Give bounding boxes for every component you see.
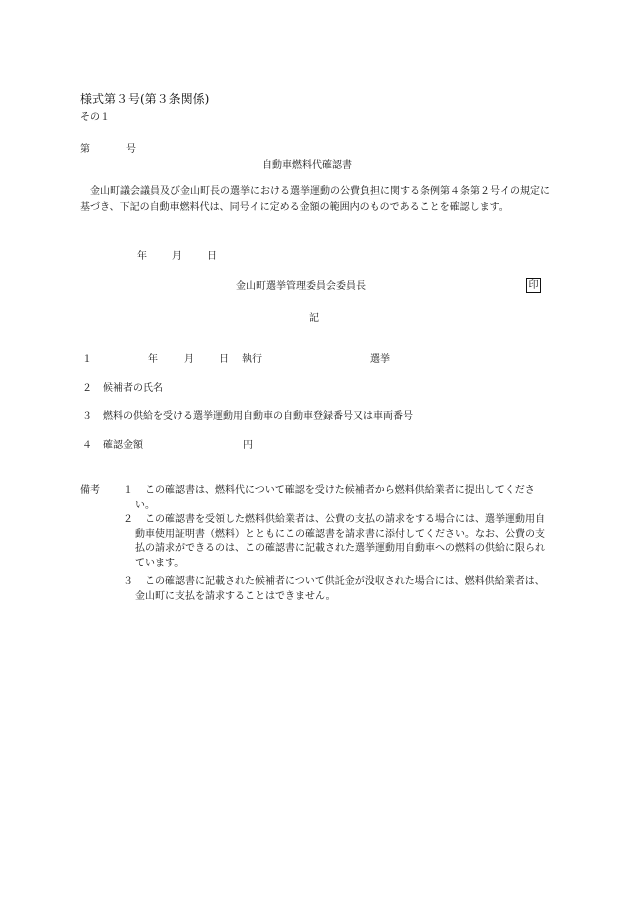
note1-number: １ — [123, 485, 133, 496]
item1-number: １ — [82, 354, 92, 365]
item3-label: 燃料の供給を受ける選挙運動用自動車の自動車登録番号又は車両番号 — [103, 411, 413, 422]
document-number-prefix: 第 — [80, 144, 90, 155]
note1-text: この確認書は、燃料代について確認を受けた候補者から燃料供給業者に提出してください。 — [135, 485, 535, 511]
note2-number: ２ — [123, 514, 133, 525]
form-number: 様式第３号(第３条関係) — [80, 92, 210, 106]
document-title: 自動車燃料代確認書 — [262, 160, 352, 171]
body-paragraph: 金山町議会議員及び金山町長の選挙における選挙運動の公費負担に関する条例第４条第２号イの規定に基づき、下記の自動車燃料代は、同号イに定める金額の範囲内のものであることを確認します。 — [80, 186, 550, 213]
ki-heading: 記 — [309, 313, 319, 324]
item4-unit: 円 — [243, 440, 253, 451]
date-month: 月 — [172, 251, 182, 262]
item2-number: ２ — [82, 383, 92, 394]
sub-number: その１ — [80, 112, 110, 123]
item1-election: 選挙 — [370, 354, 390, 365]
item3-number: ３ — [82, 411, 92, 422]
seal-box: 印 — [526, 278, 541, 293]
date-year: 年 — [137, 251, 147, 262]
item1-month: 月 — [184, 354, 194, 365]
item4-number: ４ — [82, 440, 92, 451]
item1-day: 日 — [219, 354, 229, 365]
note3-text: この確認書に記載された候補者について供託金が没収された場合には、燃料供給業者は、金山町に支払を請求することはできません。 — [135, 576, 545, 602]
note2-text: この確認書を受領した燃料供給業者は、公費の支払の請求をする場合には、選挙運動用自動車使用証明書（燃料）とともにこの確認書を請求書に添付してください。なお、公費の支払の請求ができるのは、この確認書に記載された選挙運動用自動車への燃料の供給に限られています。 — [135, 514, 545, 569]
item4-label: 確認金額 — [103, 440, 143, 451]
note3-number: ３ — [123, 576, 133, 587]
notes-label: 備考 — [80, 485, 100, 496]
item1-year: 年 — [148, 354, 158, 365]
signatory-title: 金山町選挙管理委員会委員長 — [236, 281, 366, 292]
item1-executed: 執行 — [242, 354, 262, 365]
date-day: 日 — [207, 251, 217, 262]
item2-label: 候補者の氏名 — [103, 383, 163, 394]
document-number-suffix: 号 — [126, 144, 136, 155]
